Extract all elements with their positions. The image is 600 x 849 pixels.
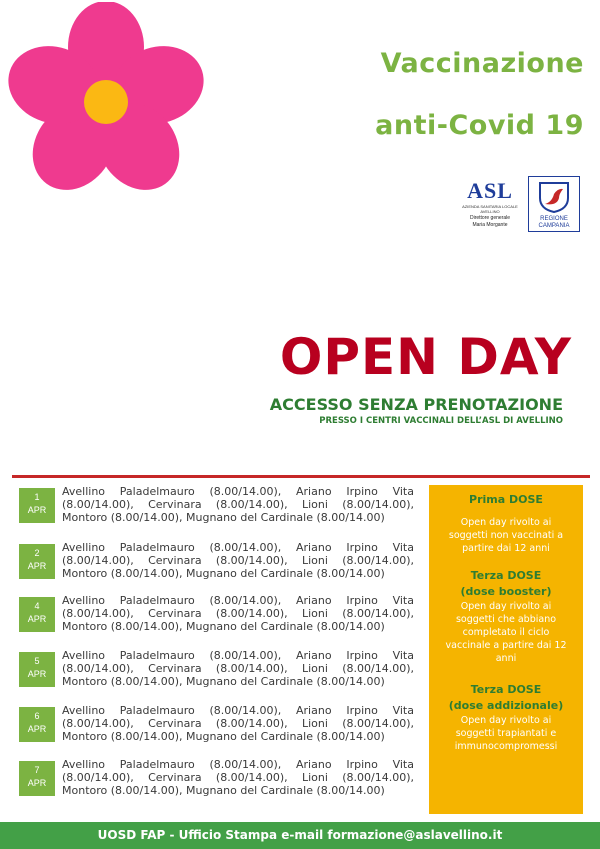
- centers-subtitle: PRESSO I CENTRI VACCINALI DELL’ASL DI AVELLINO: [319, 416, 563, 426]
- date-month: APR: [27, 669, 47, 679]
- footer-bar: [0, 822, 600, 849]
- title-anti-covid: anti-Covid 19: [375, 110, 584, 141]
- terza-dose-booster-text: [429, 600, 583, 665]
- venue-list: Avellino Paladelmauro (8.00/14.00), Ariano Irpino Vita (8.00/14.00), Cervinara (8.00/14.00), Lioni (8.00/14.00), Montoro (8.00/14.00), Mugnano del Cardinale (8.00/14.00): [62, 594, 414, 633]
- dose-text-line: soggetti trapiantati e: [455, 728, 557, 739]
- divider-line: [12, 475, 590, 478]
- regione-campania-logo: [528, 176, 580, 232]
- date-month: APR: [27, 614, 47, 624]
- date-day: 7: [34, 765, 40, 775]
- date-month: APR: [27, 561, 47, 571]
- prima-dose-text: [429, 516, 583, 555]
- terza-dose-addizionale-text: [429, 714, 583, 753]
- date-day: 2: [34, 548, 40, 558]
- date-day: 5: [34, 656, 40, 666]
- date-badge: [19, 544, 55, 579]
- dose-info-box: [429, 485, 583, 814]
- regione-campania-label: REGIONE CAMPANIA: [538, 216, 570, 229]
- flower-illustration: [6, 2, 206, 202]
- dose-text-line: Open day rivolto ai: [460, 517, 552, 528]
- dose-heading-line: Terza DOSE: [470, 569, 542, 582]
- date-badge: [19, 488, 55, 523]
- terza-dose-booster-heading: [429, 568, 583, 600]
- venue-list: Avellino Paladelmauro (8.00/14.00), Ariano Irpino Vita (8.00/14.00), Cervinara (8.00/14.00), Lioni (8.00/14.00), Montoro (8.00/14.00), Mugnano del Cardinale (8.00/14.00): [62, 758, 414, 797]
- dose-heading-line: (dose booster): [460, 585, 552, 598]
- dose-text-line: soggetti che abbiano: [455, 614, 557, 625]
- dose-text-line: vaccinale a partire dai 12: [445, 640, 567, 651]
- date-badge: [19, 707, 55, 742]
- venue-list: Avellino Paladelmauro (8.00/14.00), Ariano Irpino Vita (8.00/14.00), Cervinara (8.00/14.00), Lioni (8.00/14.00), Montoro (8.00/14.00), Mugnano del Cardinale (8.00/14.00): [62, 485, 414, 524]
- access-subtitle: ACCESSO SENZA PRENOTAZIONE: [269, 395, 563, 414]
- date-badge: [19, 652, 55, 687]
- title-vaccinazione: Vaccinazione: [380, 48, 584, 79]
- date-month: APR: [27, 505, 47, 515]
- date-day: 1: [34, 492, 40, 502]
- venue-list: Avellino Paladelmauro (8.00/14.00), Ariano Irpino Vita (8.00/14.00), Cervinara (8.00/14.00), Lioni (8.00/14.00), Montoro (8.00/14.00), Mugnano del Cardinale (8.00/14.00): [62, 649, 414, 688]
- shield-icon: [537, 180, 571, 214]
- dose-text-line: Open day rivolto ai: [460, 715, 552, 726]
- dose-heading-line: Terza DOSE: [470, 683, 542, 696]
- asl-logo-mark: ASL: [467, 178, 513, 203]
- prima-dose-heading: Prima DOSE: [469, 493, 543, 506]
- date-month: APR: [27, 724, 47, 734]
- terza-dose-addizionale-heading: [429, 682, 583, 714]
- date-badge: [19, 597, 55, 632]
- asl-director-name: Maria Morgante: [472, 222, 508, 228]
- open-day-title: OPEN DAY: [279, 328, 572, 386]
- dose-heading-line: (dose addizionale): [448, 699, 564, 712]
- dose-text-line: anni: [495, 653, 517, 664]
- venue-list: Avellino Paladelmauro (8.00/14.00), Ariano Irpino Vita (8.00/14.00), Cervinara (8.00/14.00), Lioni (8.00/14.00), Montoro (8.00/14.00), Mugnano del Cardinale (8.00/14.00): [62, 541, 414, 580]
- dose-text-line: soggetti non vaccinati a: [448, 530, 564, 541]
- asl-logo-subtext: AZIENDA SANITARIA LOCALE AVELLINO: [462, 204, 518, 214]
- date-badge: [19, 761, 55, 796]
- dose-text-line: immunocompromessi: [454, 741, 558, 752]
- footer-text: UOSD FAP - Ufficio Stampa e-mail formazione@aslavellino.it: [97, 828, 503, 842]
- asl-director-label: Direttore generale: [469, 215, 511, 221]
- date-day: 4: [34, 601, 40, 611]
- dose-text-line: completato il ciclo: [462, 627, 550, 638]
- dose-text-line: partire dai 12 anni: [462, 543, 550, 554]
- venue-list: Avellino Paladelmauro (8.00/14.00), Ariano Irpino Vita (8.00/14.00), Cervinara (8.00/14.00), Lioni (8.00/14.00), Montoro (8.00/14.00), Mugnano del Cardinale (8.00/14.00): [62, 704, 414, 743]
- date-day: 6: [34, 711, 40, 721]
- asl-logo: [458, 174, 522, 236]
- dose-text-line: Open day rivolto ai: [460, 601, 552, 612]
- date-month: APR: [27, 778, 47, 788]
